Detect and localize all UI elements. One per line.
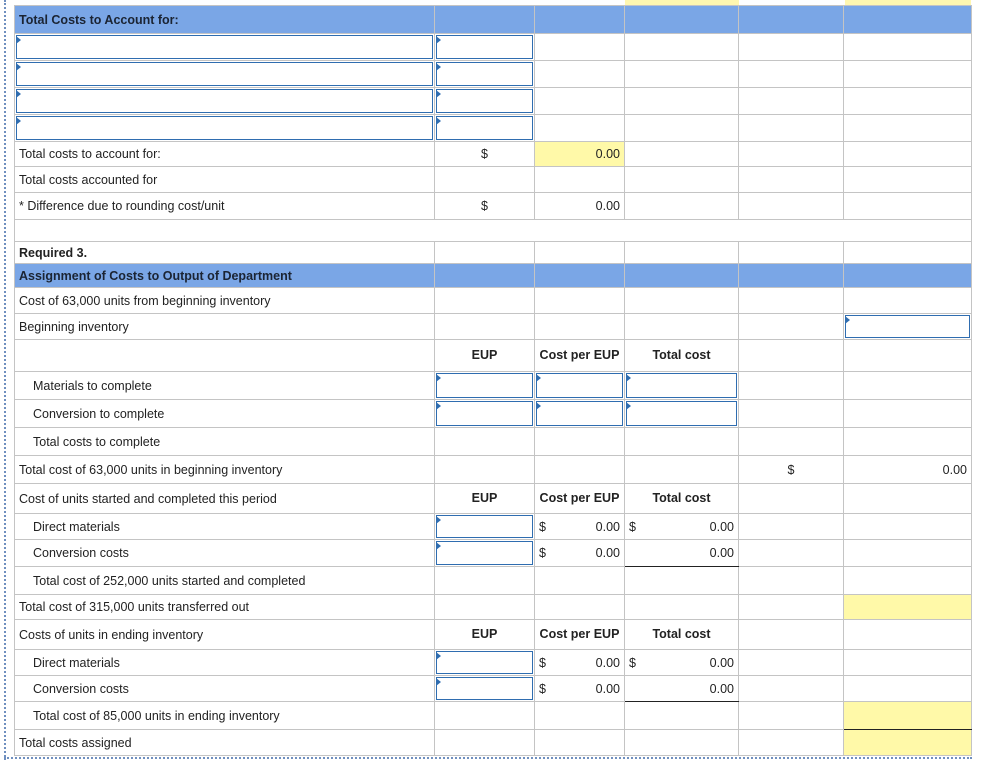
cost-amount-input-4[interactable]: [435, 115, 535, 142]
cost-label-input-2[interactable]: [15, 61, 435, 88]
total-costs-to-account-label: Total costs to account for:: [15, 142, 435, 167]
dollar-sign: $: [539, 519, 546, 534]
beginning-inventory-row: [15, 314, 972, 340]
cost-input-row-2: [15, 61, 972, 88]
cost-per-eup-header: Cost per EUP: [535, 340, 625, 372]
ending-direct-materials-row: [15, 650, 972, 676]
conversion-total-cost-input[interactable]: [625, 400, 739, 428]
eup-header: EUP: [435, 620, 535, 650]
total-assigned-row: [15, 730, 972, 756]
cost-per-eup-value: 0.00: [595, 519, 620, 534]
total-costs-accounted-row: [15, 167, 972, 193]
cost-label-input-3[interactable]: [15, 88, 435, 115]
conversion-to-complete-row: [15, 400, 972, 428]
conversion-eup-input[interactable]: [435, 400, 535, 428]
conversion-to-complete-label: Conversion to complete: [15, 400, 435, 428]
cost-per-eup-value: 0.00: [595, 681, 620, 696]
dollar-sign: $: [539, 546, 546, 560]
total-cost-header: Total cost: [625, 340, 739, 372]
beginning-inventory-label: Beginning inventory: [15, 314, 435, 340]
dollar-sign: $: [435, 193, 535, 220]
cost-label-input-4[interactable]: [15, 115, 435, 142]
started-materials-eup-input[interactable]: [435, 514, 535, 540]
dollar-sign: $: [539, 655, 546, 670]
total-started-row: [15, 567, 972, 595]
transferred-total-cell: [844, 595, 972, 620]
assignment-header-row: [15, 264, 972, 288]
beginning-inventory-input[interactable]: [844, 314, 972, 340]
section-title: Total Costs to Account for:: [15, 6, 435, 34]
header-row: [15, 6, 972, 34]
materials-eup-input[interactable]: [435, 372, 535, 400]
materials-total-cost-input[interactable]: [625, 372, 739, 400]
materials-to-complete-row: [15, 372, 972, 400]
started-direct-materials-row: [15, 514, 972, 540]
difference-value: 0.00: [535, 193, 625, 220]
cost-amount-input-1[interactable]: [435, 34, 535, 61]
selection-border-bottom: [4, 757, 972, 759]
transferred-row: [15, 595, 972, 620]
difference-row: [15, 193, 972, 220]
total-cost-value: 0.00: [625, 540, 739, 567]
spacer-row: [15, 220, 972, 242]
cost-per-eup-header: Cost per EUP: [535, 484, 625, 514]
conversion-cost-per-eup-input[interactable]: [535, 400, 625, 428]
total-costs-to-complete-row: [15, 428, 972, 456]
total-assigned-cell: [844, 730, 972, 756]
total-beginning-row: [15, 456, 972, 484]
ending-conversion-row: [15, 676, 972, 702]
total-started-label: Total cost of 252,000 units started and completed: [15, 567, 435, 595]
column-header-row-1: [15, 340, 972, 372]
cost-per-eup-value: 0.00: [595, 655, 620, 670]
total-ending-label: Total cost of 85,000 units in ending inventory: [15, 702, 435, 730]
cost-amount-input-3[interactable]: [435, 88, 535, 115]
total-costs-to-complete-label: Total costs to complete: [15, 428, 435, 456]
materials-cost-per-eup-input[interactable]: [535, 372, 625, 400]
materials-to-complete-label: Materials to complete: [15, 372, 435, 400]
conversion-costs-label: Conversion costs: [15, 676, 435, 702]
started-conversion-eup-input[interactable]: [435, 540, 535, 567]
total-costs-to-account-row: [15, 142, 972, 167]
cost-input-row-1: [15, 34, 972, 61]
assignment-title: Assignment of Costs to Output of Department: [15, 264, 435, 288]
ending-conversion-eup-input[interactable]: [435, 676, 535, 702]
difference-label: * Difference due to rounding cost/unit: [15, 193, 435, 220]
total-cost-value: 0.00: [709, 519, 734, 534]
eup-header: EUP: [435, 484, 535, 514]
cost-label-input-1[interactable]: [15, 34, 435, 61]
total-beginning-label: Total cost of 63,000 units in beginning inventory: [15, 456, 435, 484]
total-cost-header: Total cost: [625, 484, 739, 514]
cost-worksheet: [14, 5, 972, 756]
required-title: Required 3.: [15, 242, 435, 264]
ending-inventory-header-row: [15, 620, 972, 650]
started-completed-row: [15, 484, 972, 514]
total-costs-to-account-value: 0.00: [535, 142, 625, 167]
dollar-sign: $: [539, 681, 546, 696]
total-ending-row: [15, 702, 972, 730]
cost-input-row-3: [15, 88, 972, 115]
total-cost-header: Total cost: [625, 620, 739, 650]
dollar-sign: $: [629, 655, 636, 670]
dollar-sign: $: [629, 519, 636, 534]
beginning-cost-label: Cost of 63,000 units from beginning inventory: [15, 288, 435, 314]
cost-input-row-4: [15, 115, 972, 142]
direct-materials-label: Direct materials: [15, 514, 435, 540]
transferred-label: Total cost of 315,000 units transferred out: [15, 595, 435, 620]
total-cost-value: 0.00: [625, 676, 739, 702]
selection-border-left: [4, 0, 6, 760]
cost-per-eup-value: 0.00: [595, 546, 620, 560]
started-conversion-row: [15, 540, 972, 567]
total-cost-value: 0.00: [709, 655, 734, 670]
required-row: [15, 242, 972, 264]
cost-amount-input-2[interactable]: [435, 61, 535, 88]
ending-label: Costs of units in ending inventory: [15, 620, 435, 650]
dollar-sign: $: [435, 142, 535, 167]
ending-materials-eup-input[interactable]: [435, 650, 535, 676]
total-beginning-value: 0.00: [844, 456, 972, 484]
total-costs-accounted-label: Total costs accounted for: [15, 167, 435, 193]
beginning-cost-row: [15, 288, 972, 314]
direct-materials-label: Direct materials: [15, 650, 435, 676]
total-assigned-label: Total costs assigned: [15, 730, 435, 756]
total-ending-cell: [844, 702, 972, 730]
eup-header: EUP: [435, 340, 535, 372]
cost-per-eup-header: Cost per EUP: [535, 620, 625, 650]
conversion-costs-label: Conversion costs: [15, 540, 435, 567]
dollar-sign: $: [739, 456, 844, 484]
started-completed-label: Cost of units started and completed this period: [15, 484, 435, 514]
